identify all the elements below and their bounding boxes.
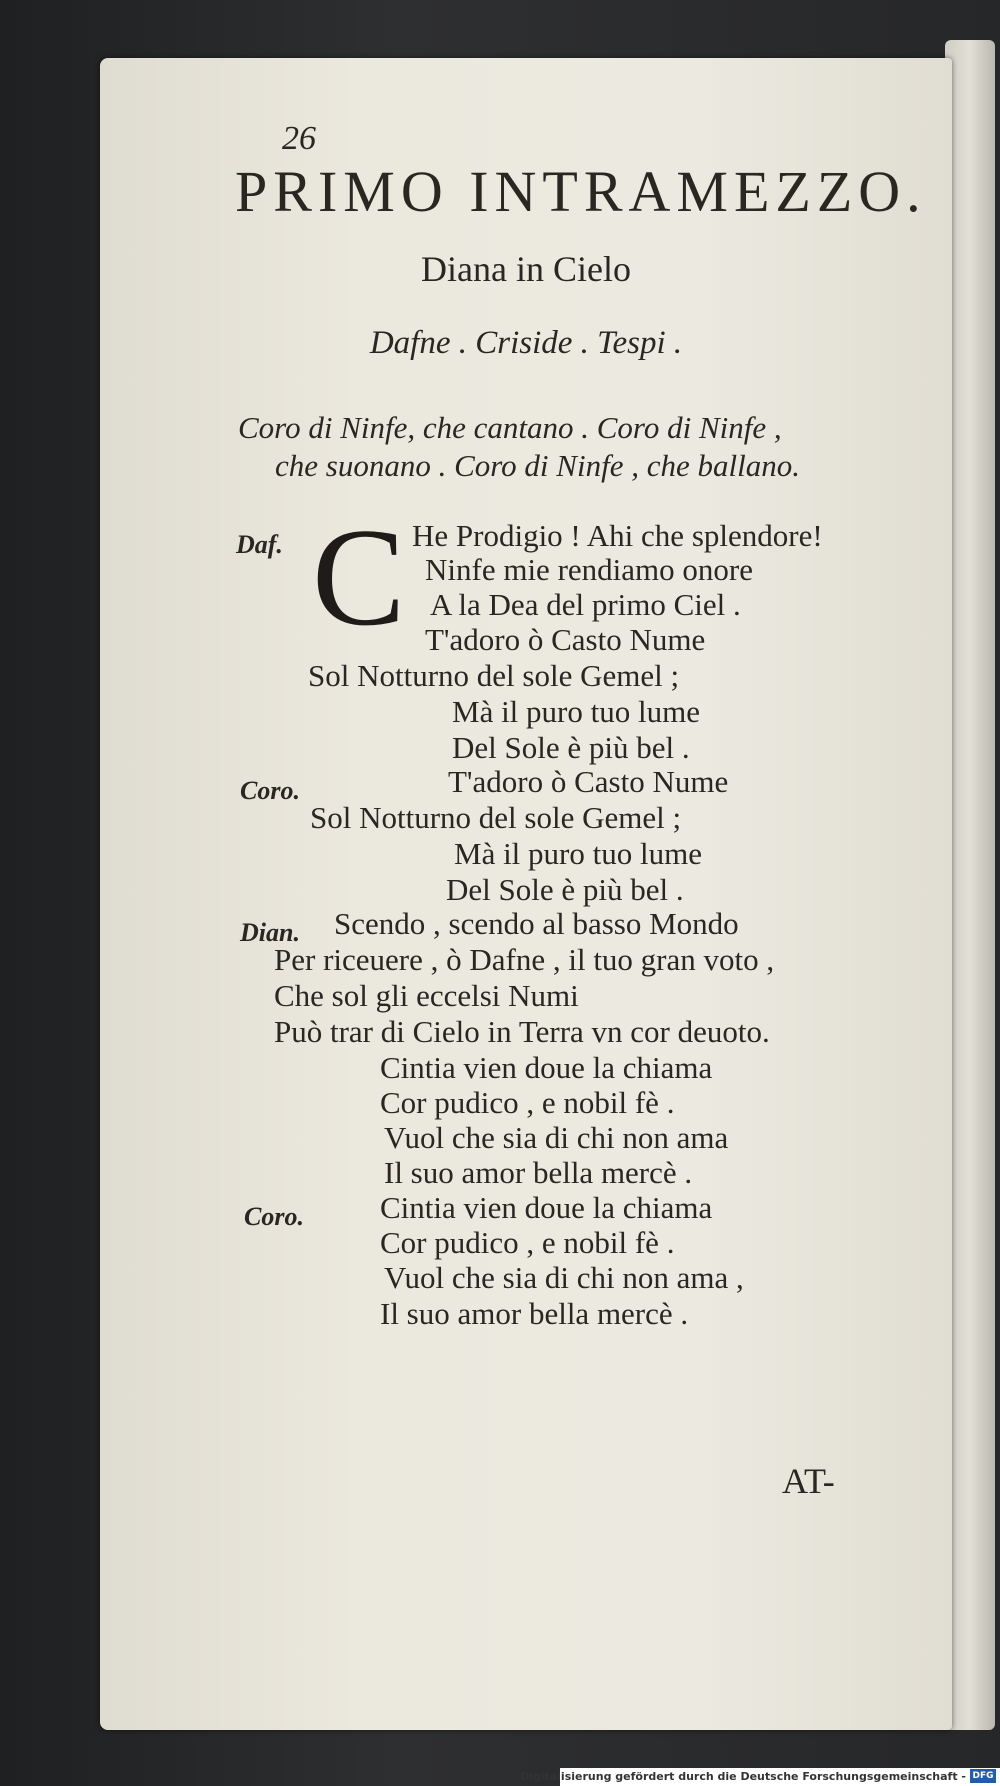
verse-line: Può trar di Cielo in Terra vn cor deuoto. bbox=[274, 1014, 770, 1049]
next-page-edge bbox=[945, 40, 995, 1730]
speaker-coro: Coro. bbox=[240, 776, 300, 805]
verse-line: Del Sole è più bel . bbox=[446, 872, 684, 907]
verse-line: Mà il puro tuo lume bbox=[452, 694, 700, 729]
chorus-description-line: che suonano . Coro di Ninfe , che ballano. bbox=[275, 448, 800, 483]
verse-line: T'adoro ò Casto Nume bbox=[425, 622, 706, 657]
verse-line: Del Sole è più bel . bbox=[452, 730, 690, 765]
running-title: PRIMO INTRAMEZZO. bbox=[235, 159, 927, 224]
verse-line: Sol Notturno del sole Gemel ; bbox=[310, 800, 682, 835]
page-number: 26 bbox=[282, 120, 316, 157]
verse-line: Cor pudico , e nobil fè . bbox=[380, 1085, 675, 1120]
character-list: Dafne . Criside . Tespi . bbox=[369, 325, 683, 361]
verse-line: Vuol che sia di chi non ama , bbox=[384, 1260, 744, 1295]
scene-title: Diana in Cielo bbox=[421, 249, 631, 289]
verse-line: He Prodigio ! Ahi che splendore! bbox=[412, 518, 823, 553]
verse-line: T'adoro ò Casto Nume bbox=[448, 764, 729, 799]
verse-line: Cintia vien doue la chiama bbox=[380, 1050, 713, 1085]
drop-cap: C bbox=[312, 500, 406, 655]
verse-line: Scendo , scendo al basso Mondo bbox=[334, 906, 739, 941]
verse-line: Per riceuere , ò Dafne , il tuo gran voto , bbox=[274, 942, 775, 977]
verse-line: Cor pudico , e nobil fè . bbox=[380, 1225, 675, 1260]
chorus-description-line: Coro di Ninfe, che cantano . Coro di Ninfe , bbox=[238, 410, 782, 445]
digitization-credit: Digitalisierung gefördert durch die Deutsche Forschungsgemeinschaft - bbox=[519, 1770, 966, 1783]
verse-line: Vuol che sia di chi non ama bbox=[384, 1120, 729, 1155]
speaker-coro: Coro. bbox=[244, 1202, 304, 1231]
verse-line: Sol Notturno del sole Gemel ; bbox=[308, 658, 680, 693]
speaker-dian: Dian. bbox=[240, 918, 300, 947]
verse-line: Cintia vien doue la chiama bbox=[380, 1190, 713, 1225]
catchword: AT- bbox=[782, 1461, 835, 1501]
verse-line: Il suo amor bella mercè . bbox=[380, 1296, 689, 1331]
verse-line: A la Dea del primo Ciel . bbox=[430, 587, 741, 622]
verse-line: Ninfe mie rendiamo onore bbox=[425, 552, 753, 587]
verse-line: Che sol gli eccelsi Numi bbox=[274, 978, 579, 1013]
dfg-logo: DFG bbox=[970, 1769, 996, 1783]
verse-line: Il suo amor bella mercè . bbox=[384, 1155, 693, 1190]
speaker-daf: Daf. bbox=[236, 530, 283, 559]
verse-line: Mà il puro tuo lume bbox=[454, 836, 702, 871]
